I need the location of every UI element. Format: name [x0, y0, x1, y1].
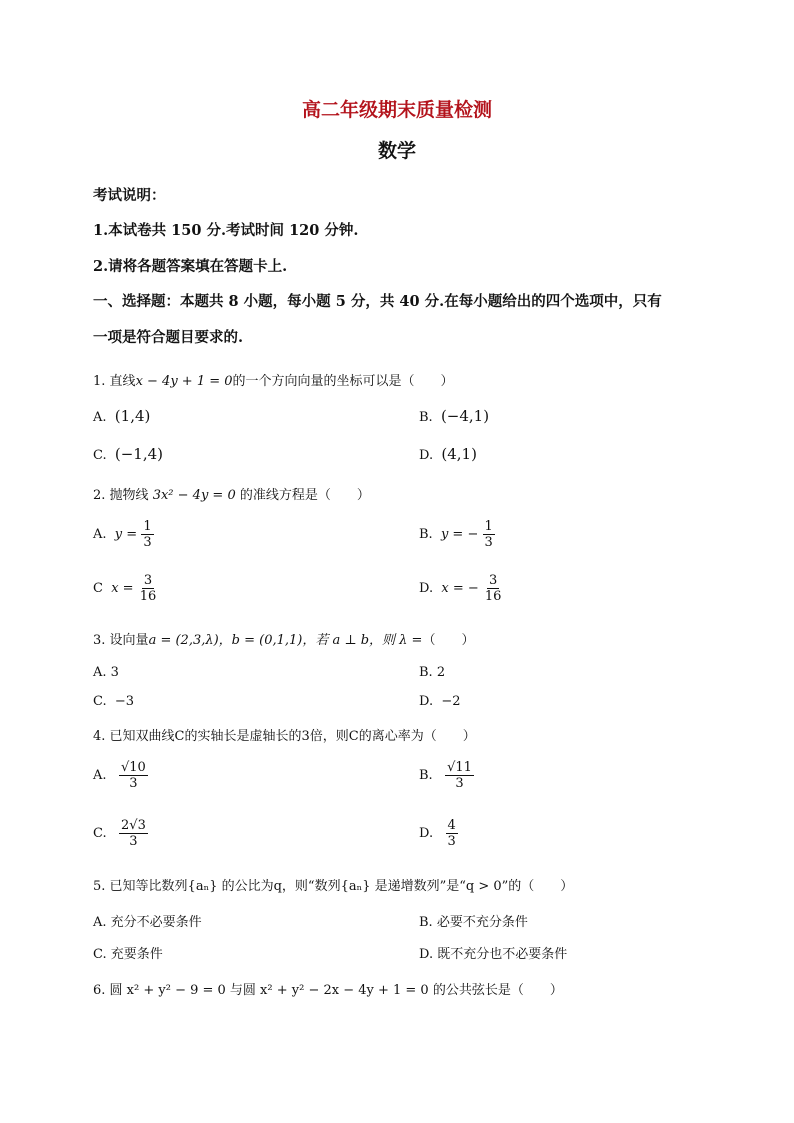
- fraction: [138, 573, 159, 604]
- fraction-denominator: 3: [129, 776, 138, 791]
- fraction: [445, 760, 474, 791]
- instruction-line-2: 2.请将各题答案填在答题卡上.: [93, 258, 288, 275]
- option-label: A.: [93, 410, 107, 425]
- fraction-numerator: 1: [484, 519, 493, 534]
- option-value: 既不充分也不必要条件: [437, 947, 568, 962]
- fraction-numerator: √11: [447, 760, 472, 775]
- option-label: C.: [93, 448, 107, 463]
- option-2c: [93, 573, 158, 604]
- option-3b: [419, 665, 445, 680]
- fraction-denominator: 3: [484, 535, 493, 550]
- option-label: D.: [419, 826, 434, 841]
- question-4: [93, 725, 476, 744]
- fraction-denominator: 16: [139, 589, 157, 604]
- fraction: [483, 573, 504, 604]
- question-2: [93, 484, 370, 503]
- option-value: (4,1): [441, 445, 477, 463]
- option-label: A.: [93, 527, 107, 542]
- question-text: 设向量: [109, 633, 149, 648]
- option-5b: [419, 911, 528, 930]
- fraction-denominator: 3: [455, 776, 464, 791]
- fraction: [119, 760, 148, 791]
- option-label: D.: [419, 448, 434, 463]
- option-label: B.: [419, 527, 433, 542]
- option-4b: [419, 760, 474, 791]
- option-1c: [93, 445, 163, 463]
- fraction-numerator: 2√3: [121, 818, 146, 833]
- page-title: 高二年级期末质量检测: [301, 99, 492, 121]
- question-math: x − 4y + 1 = 0: [135, 374, 233, 389]
- option-3a: [93, 665, 119, 680]
- option-value: 充分不必要条件: [110, 915, 202, 930]
- question-number: 1.: [93, 374, 106, 389]
- question-text: 直线: [109, 374, 136, 389]
- option-label: D.: [419, 694, 434, 709]
- question-number: 3.: [93, 633, 106, 648]
- fraction-denominator: 3: [447, 834, 456, 849]
- fraction-denominator: 3: [143, 535, 152, 550]
- question-text: 圆 x² + y² − 9 = 0 与圆 x² + y² − 2x − 4y + 1 = 0 的公共弦长是（ ）: [109, 983, 563, 998]
- option-lhs: x =: [111, 581, 134, 596]
- option-value: 充要条件: [110, 947, 163, 962]
- option-1a: [93, 407, 150, 425]
- option-label: B.: [419, 915, 433, 930]
- question-1: [93, 370, 454, 389]
- fraction-numerator: √10: [120, 760, 146, 775]
- option-lhs: y =: [114, 527, 138, 542]
- option-value: −2: [441, 694, 461, 709]
- question-text: 已知等比数列{aₙ} 的公比为q，则“数列{aₙ} 是递增数列”是“q > 0”的（ ）: [109, 879, 574, 894]
- option-label: C.: [93, 694, 107, 709]
- subject-title: 数学: [377, 140, 416, 162]
- option-3c: [93, 694, 134, 709]
- fraction-numerator: 4: [447, 818, 456, 833]
- section-heading-2: 一项是符合题目要求的.: [93, 329, 244, 346]
- option-label: B.: [419, 665, 433, 680]
- option-label: A.: [93, 768, 107, 783]
- fraction: [446, 818, 458, 849]
- section-heading-1: 一、选择题：本题共 8 小题，每小题 5 分，共 40 分.在每小题给出的四个选项中，只有: [93, 293, 662, 310]
- question-math: 3x² − 4y = 0: [152, 488, 236, 503]
- question-number: 2.: [93, 488, 106, 503]
- option-4a: [93, 760, 148, 791]
- fraction-numerator: 3: [489, 573, 498, 588]
- question-text: 已知双曲线C的实轴长是虚轴长的3倍，则C的离心率为（ ）: [109, 729, 476, 744]
- fraction: [141, 519, 153, 550]
- option-3d: [419, 694, 461, 709]
- question-6: [93, 979, 563, 998]
- option-label: D.: [419, 581, 434, 596]
- option-5c: [93, 943, 163, 962]
- option-label: D.: [419, 947, 434, 962]
- option-value: (−4,1): [440, 407, 490, 425]
- question-number: 6.: [93, 983, 106, 998]
- question-number: 4.: [93, 729, 106, 744]
- option-4d: [419, 818, 458, 849]
- option-value: 2: [436, 665, 446, 680]
- option-value: −3: [114, 694, 135, 709]
- option-label: C.: [93, 947, 107, 962]
- fraction-numerator: 1: [143, 519, 152, 534]
- fraction: [119, 818, 148, 849]
- instructions-heading: 考试说明：: [93, 187, 166, 204]
- option-2a: [93, 519, 154, 550]
- option-lhs: x = −: [441, 581, 479, 596]
- question-math: a = (2,3,λ)，b = (0,1,1)，若 a ⊥ b，则 λ =: [148, 633, 423, 648]
- option-label: C.: [93, 826, 107, 841]
- question-5: [93, 875, 573, 894]
- option-value: 必要不充分条件: [436, 915, 528, 930]
- option-lhs: y = −: [440, 527, 479, 542]
- question-number: 5.: [93, 879, 106, 894]
- option-value: (−1,4): [114, 445, 164, 463]
- option-2d: [419, 573, 503, 604]
- option-value: (1,4): [114, 407, 151, 425]
- option-5d: [419, 943, 567, 962]
- fraction-denominator: 3: [129, 834, 138, 849]
- option-5a: [93, 911, 202, 930]
- question-text: （ ）: [422, 633, 475, 648]
- instruction-line-1: 1.本试卷共 150 分.考试时间 120 分钟.: [93, 222, 359, 239]
- fraction: [483, 519, 495, 550]
- question-3: [93, 629, 474, 648]
- option-label: B.: [419, 768, 433, 783]
- option-label: A.: [93, 915, 107, 930]
- option-2b: [419, 519, 495, 550]
- fraction-numerator: 3: [143, 573, 153, 588]
- option-label: A.: [93, 665, 107, 680]
- question-text: 的准线方程是（ ）: [239, 488, 370, 503]
- option-1d: [419, 445, 477, 463]
- option-label: B.: [419, 410, 433, 425]
- option-4c: [93, 818, 148, 849]
- question-text: 抛物线: [109, 488, 149, 503]
- option-1b: [419, 407, 489, 425]
- option-value: 3: [110, 665, 119, 680]
- option-label: C: [93, 581, 103, 596]
- question-text: 的一个方向向量的坐标可以是（ ）: [232, 374, 454, 389]
- fraction-denominator: 16: [484, 589, 502, 604]
